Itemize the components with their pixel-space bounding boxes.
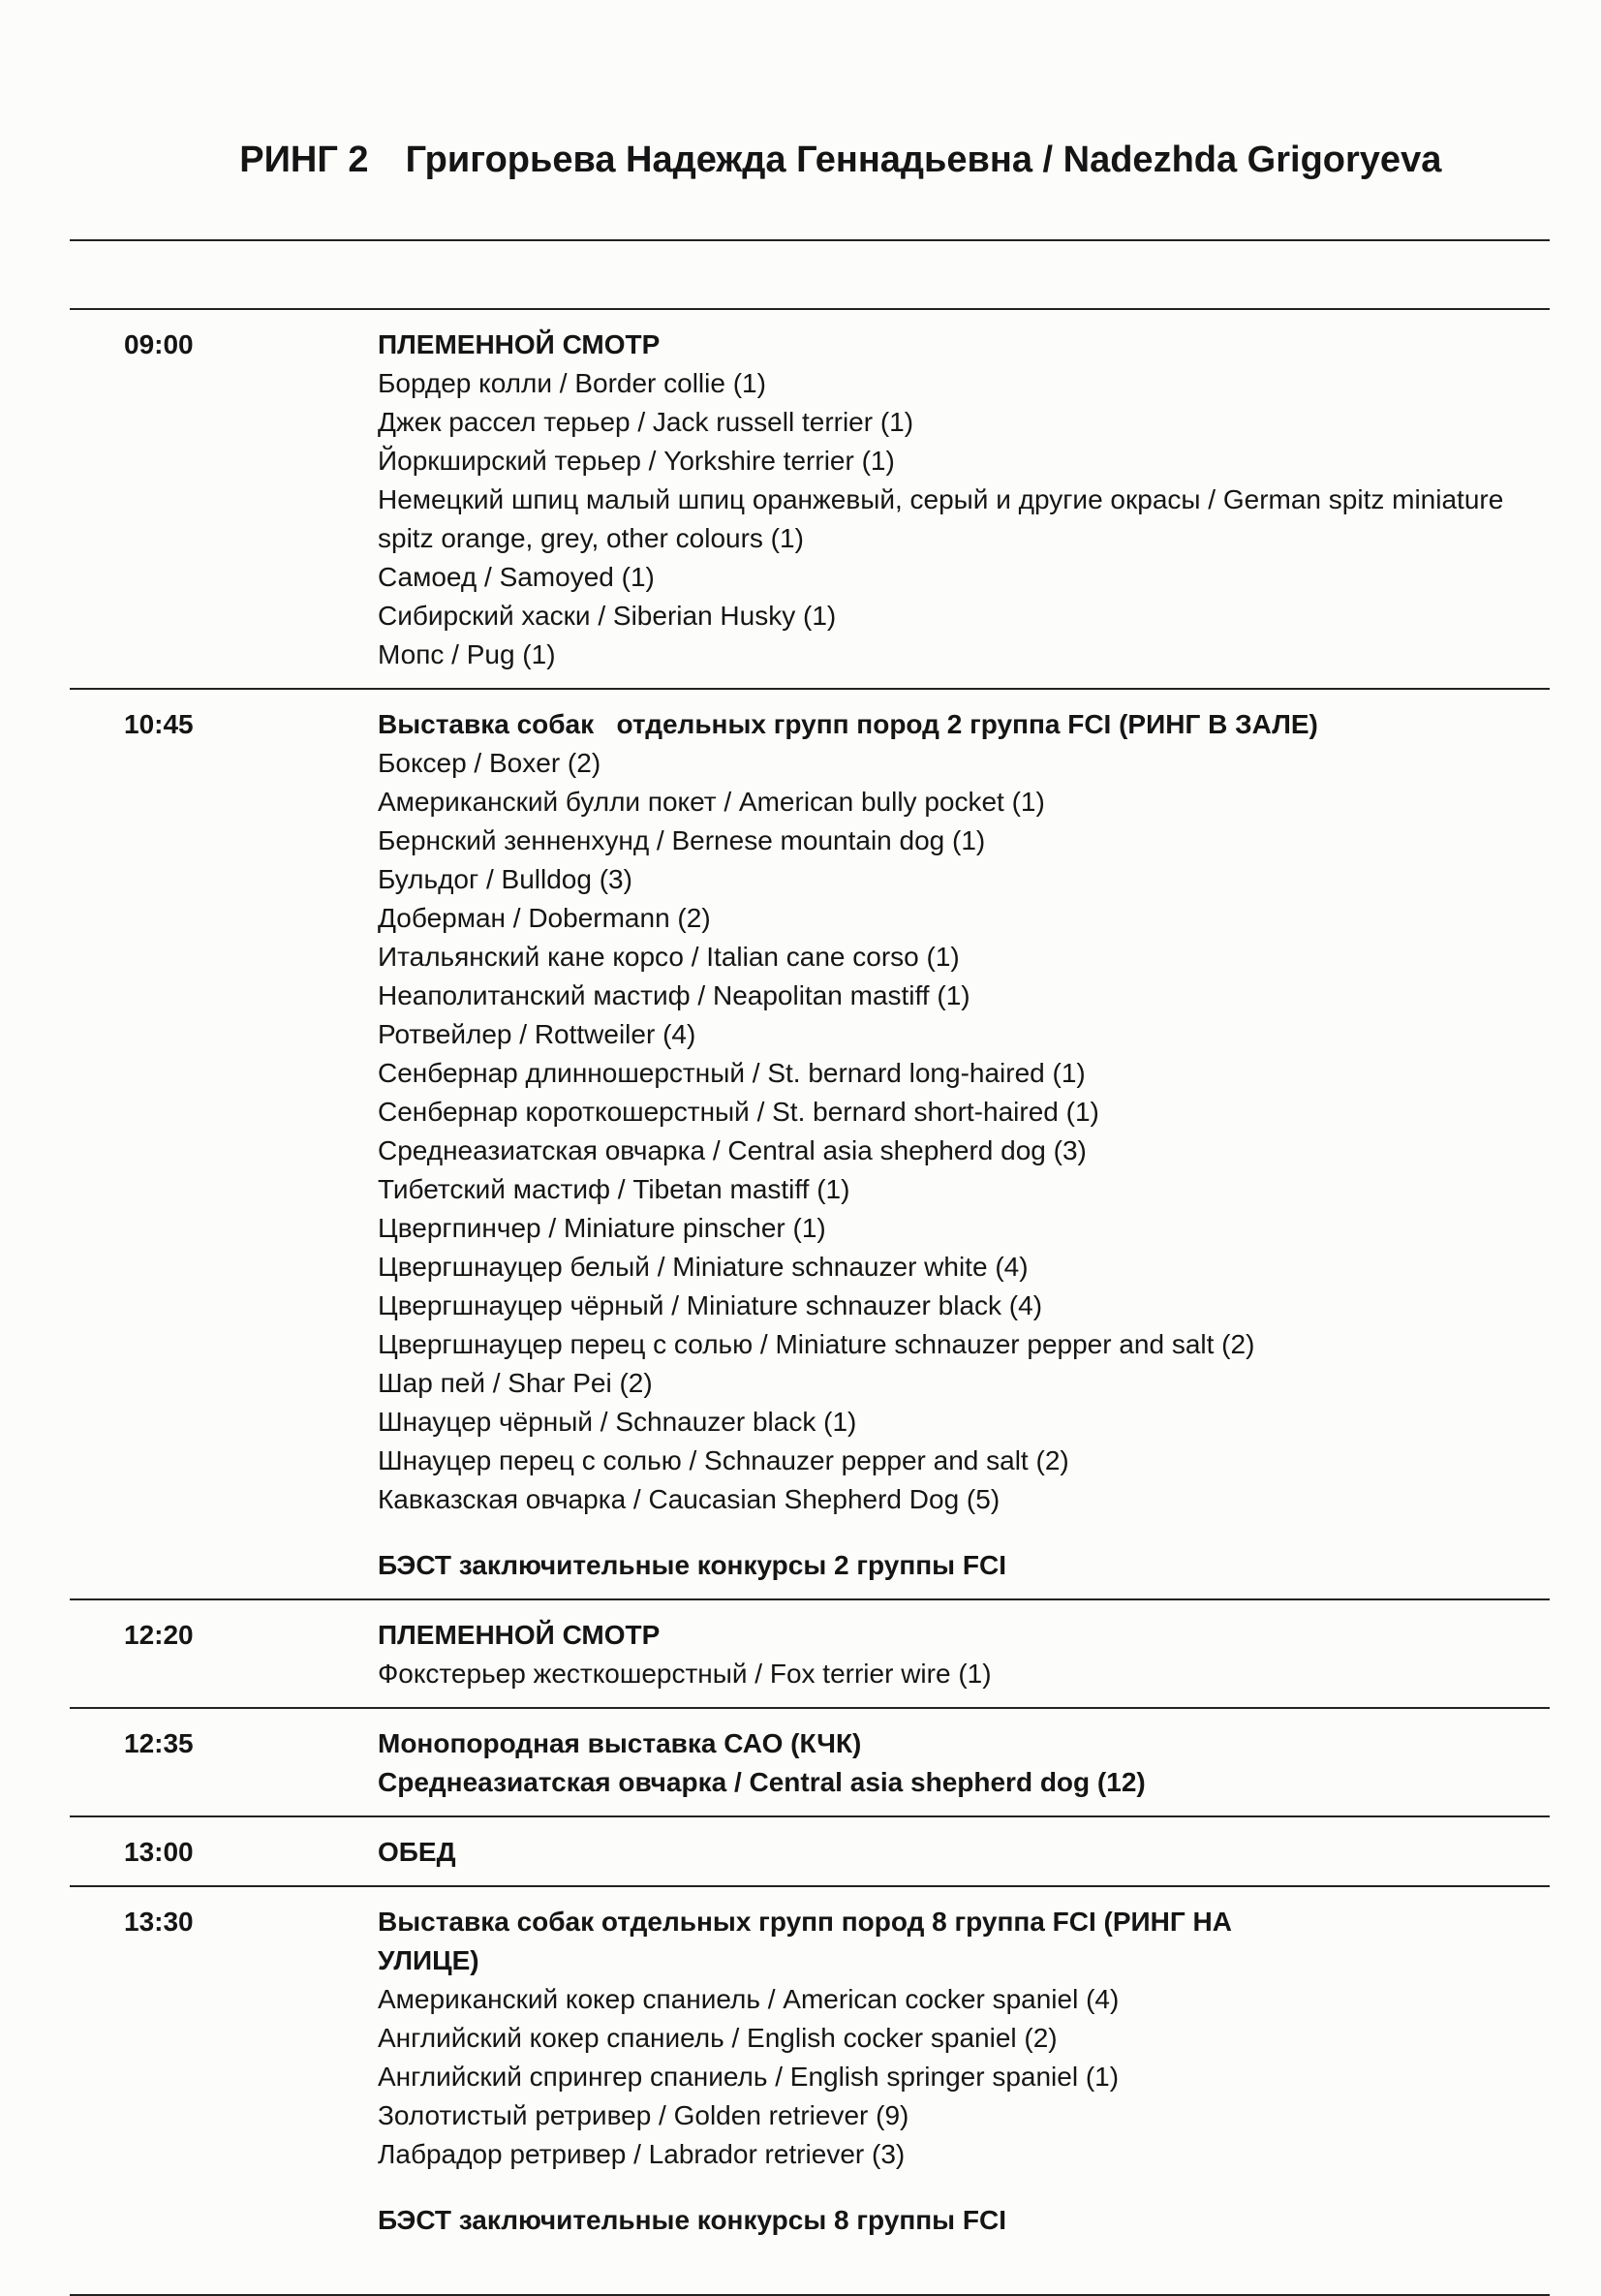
breed-item: Неаполитанский мастиф / Neapolitan mastiff (1) [378, 980, 970, 1010]
breed-item: Тибетский мастиф / Tibetan mastiff (1) [378, 1174, 850, 1204]
section-title: Выставка собак отдельных групп пород 2 группа FCI (РИНГ В ЗАЛЕ) [378, 709, 1318, 739]
breed-item: Английский спрингер спаниель / English springer spaniel (1) [378, 2062, 1120, 2092]
section-footer: БЭСТ заключительные конкурсы 2 группы FCI [378, 1550, 1006, 1580]
breed-item: Сенбернар длинношерстный / St. bernard long-haired (1) [378, 1058, 1086, 1088]
schedule-row-1220 [70, 1598, 1550, 1707]
schedule-row-0900 [70, 308, 1550, 688]
breed-item: Сенбернар короткошерстный / St. bernard short-haired (1) [378, 1097, 1099, 1127]
breed-item: Английский кокер спаниель / English cocker spaniel (2) [378, 2023, 1058, 2053]
breed-item: Среднеазиатская овчарка / Central asia shepherd dog (12) [378, 1767, 1146, 1797]
schedule [0, 308, 1601, 2294]
breed-item: Итальянский кане корсо / Italian cane corso (1) [378, 942, 960, 972]
row-content [378, 1903, 1521, 2240]
time-label: 12:35 [124, 1728, 194, 1758]
section-title: ОБЕД [378, 1837, 456, 1867]
header-gap [0, 241, 1601, 308]
breed-item: Цвергшнауцер белый / Miniature schnauzer white (4) [378, 1252, 1029, 1282]
section-title: ПЛЕМЕННОЙ СМОТР [378, 1620, 661, 1650]
time-label: 10:45 [124, 709, 194, 739]
section-title: Выставка собак отдельных групп пород 8 группа FCI (РИНГ НА [378, 1907, 1232, 1937]
row-content [378, 1616, 1521, 1693]
breed-item: Бульдог / Bulldog (3) [378, 864, 632, 894]
schedule-row-1300 [70, 1815, 1550, 1885]
breed-item: Среднеазиатская овчарка / Central asia shepherd dog (3) [378, 1135, 1087, 1165]
breed-item: Цвергшнауцер чёрный / Miniature schnauzer black (4) [378, 1290, 1043, 1320]
breed-item: Бордер колли / Border collie (1) [378, 368, 766, 398]
breed-item: Цвергшнауцер перец с солью / Miniature schnauzer pepper and salt (2) [378, 1329, 1255, 1359]
breed-item: Золотистый ретривер / Golden retriever (9) [378, 2100, 909, 2130]
breed-item: Бернский зенненхунд / Bernese mountain dog (1) [378, 825, 986, 855]
ring-label: РИНГ 2 [239, 140, 369, 180]
breed-item: Американский кокер спаниель / American cocker spaniel (4) [378, 1984, 1120, 2014]
section-title: УЛИЦЕ) [378, 1945, 479, 1975]
row-content [378, 1724, 1521, 1802]
time-label: 12:20 [124, 1620, 194, 1650]
breed-item: Мопс / Pug (1) [378, 639, 556, 669]
breed-item: Шнауцер чёрный / Schnauzer black (1) [378, 1407, 857, 1437]
breed-item: Ротвейлер / Rottweiler (4) [378, 1019, 696, 1049]
breed-item: Шар пей / Shar Pei (2) [378, 1368, 653, 1398]
section-title: Монопородная выставка САО (КЧК) [378, 1728, 862, 1758]
time-label: 13:00 [124, 1837, 194, 1867]
breed-item: Цвергпинчер / Miniature pinscher (1) [378, 1213, 826, 1243]
breed-item: Джек рассел терьер / Jack russell terrier (1) [378, 407, 914, 437]
breed-item: Самоед / Samoyed (1) [378, 562, 655, 592]
breed-item: Шнауцер перец с солью / Schnauzer pepper and salt (2) [378, 1445, 1069, 1475]
schedule-row-1330 [70, 1885, 1550, 2294]
time-label: 09:00 [124, 329, 194, 359]
breed-item: Кавказская овчарка / Caucasian Shepherd Dog (5) [378, 1484, 1001, 1514]
row-content [378, 1833, 1521, 1872]
page-title [0, 0, 1601, 227]
breed-item: Доберман / Dobermann (2) [378, 903, 711, 933]
breed-item: Фокстерьер жесткошерстный / Fox terrier wire (1) [378, 1659, 992, 1689]
section-title: ПЛЕМЕННОЙ СМОТР [378, 329, 661, 359]
breed-item: Американский булли покет / American bully pocket (1) [378, 787, 1045, 817]
breed-item: Боксер / Boxer (2) [378, 748, 601, 778]
section-footer: БЭСТ заключительные конкурсы 8 группы FCI [378, 2205, 1006, 2235]
breed-item: Сибирский хаски / Siberian Husky (1) [378, 601, 837, 631]
row-content [378, 705, 1521, 1585]
schedule-row-1235 [70, 1707, 1550, 1815]
judge-name: Григорьева Надежда Геннадьевна / Nadezhda Grigoryeva [405, 140, 1442, 180]
time-label: 13:30 [124, 1907, 194, 1937]
schedule-row-1045 [70, 688, 1550, 1598]
breed-item: Немецкий шпиц малый шпиц оранжевый, серый и другие окрасы / German spitz miniature spitz orange, grey, other colours (1) [378, 484, 1512, 553]
row-content [378, 326, 1521, 674]
breed-item: Йоркширский терьер / Yorkshire terrier (1) [378, 446, 895, 476]
breed-item: Лабрадор ретривер / Labrador retriever (3) [378, 2139, 906, 2169]
